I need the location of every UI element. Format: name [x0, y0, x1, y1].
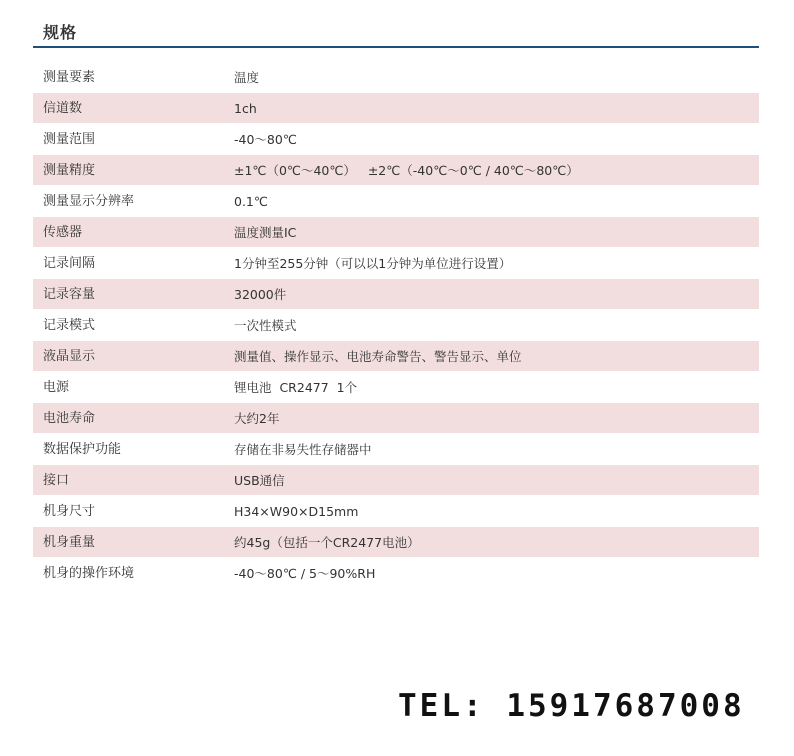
- spec-value: -40～80℃ / 5～90%RH: [234, 566, 376, 581]
- spec-row: [33, 155, 759, 186]
- spec-label: 液晶显示: [43, 349, 96, 364]
- spec-label: 电池寿命: [43, 411, 96, 426]
- spec-label: 记录模式: [43, 318, 96, 333]
- spec-row: [33, 372, 759, 403]
- spec-label: 传感器: [43, 225, 83, 240]
- spec-label: 数据保护功能: [43, 442, 122, 457]
- spec-value: USB通信: [234, 473, 285, 488]
- spec-row: [33, 527, 759, 558]
- section-title: 规格: [43, 23, 78, 42]
- spec-value: ±1℃（0℃～40℃） ±2℃（-40℃～0℃ / 40℃～80℃）: [234, 163, 579, 178]
- spec-value: 锂电池 CR2477 1个: [234, 380, 358, 395]
- spec-section-header: [33, 14, 759, 48]
- spec-value: 存储在非易失性存储器中: [234, 442, 372, 457]
- spec-label: 机身的操作环境: [43, 566, 135, 581]
- spec-label: 测量范围: [43, 132, 96, 147]
- spec-row: [33, 558, 759, 589]
- spec-value: 温度测量IC: [234, 225, 297, 240]
- spec-row: [33, 186, 759, 217]
- spec-value: 1分钟至255分钟（可以以1分钟为单位进行设置）: [234, 256, 512, 271]
- spec-label: 接口: [43, 473, 70, 488]
- spec-label: 测量精度: [43, 163, 96, 178]
- spec-row: [33, 465, 759, 496]
- spec-row: [33, 310, 759, 341]
- spec-value: H34×W90×D15mm: [234, 504, 359, 519]
- spec-row: [33, 124, 759, 155]
- spec-value: 约45g（包括一个CR2477电池）: [234, 535, 420, 550]
- spec-row: [33, 248, 759, 279]
- spec-value: 测量值、操作显示、电池寿命警告、警告显示、单位: [234, 349, 522, 364]
- spec-table: [33, 62, 759, 589]
- spec-value: 1ch: [234, 101, 257, 116]
- spec-value: 大约2年: [234, 411, 280, 426]
- spec-row: [33, 341, 759, 372]
- spec-label: 测量显示分辨率: [43, 194, 135, 209]
- spec-row: [33, 434, 759, 465]
- spec-value: 32000件: [234, 287, 287, 302]
- spec-value: -40～80℃: [234, 132, 297, 147]
- spec-value: 温度: [234, 70, 260, 85]
- spec-label: 信道数: [43, 101, 83, 116]
- spec-row: [33, 279, 759, 310]
- spec-label: 电源: [43, 380, 70, 395]
- spec-row: [33, 403, 759, 434]
- spec-value: 一次性模式: [234, 318, 297, 333]
- spec-row: [33, 217, 759, 248]
- spec-label: 测量要素: [43, 70, 96, 85]
- spec-label: 机身重量: [43, 535, 96, 550]
- spec-row: [33, 62, 759, 93]
- spec-row: [33, 93, 759, 124]
- spec-label: 记录容量: [43, 287, 96, 302]
- spec-label: 记录间隔: [43, 256, 96, 271]
- spec-row: [33, 496, 759, 527]
- spec-label: 机身尺寸: [43, 504, 96, 519]
- contact-telephone: TEL: 15917687008: [398, 688, 745, 724]
- spec-value: 0.1℃: [234, 194, 268, 209]
